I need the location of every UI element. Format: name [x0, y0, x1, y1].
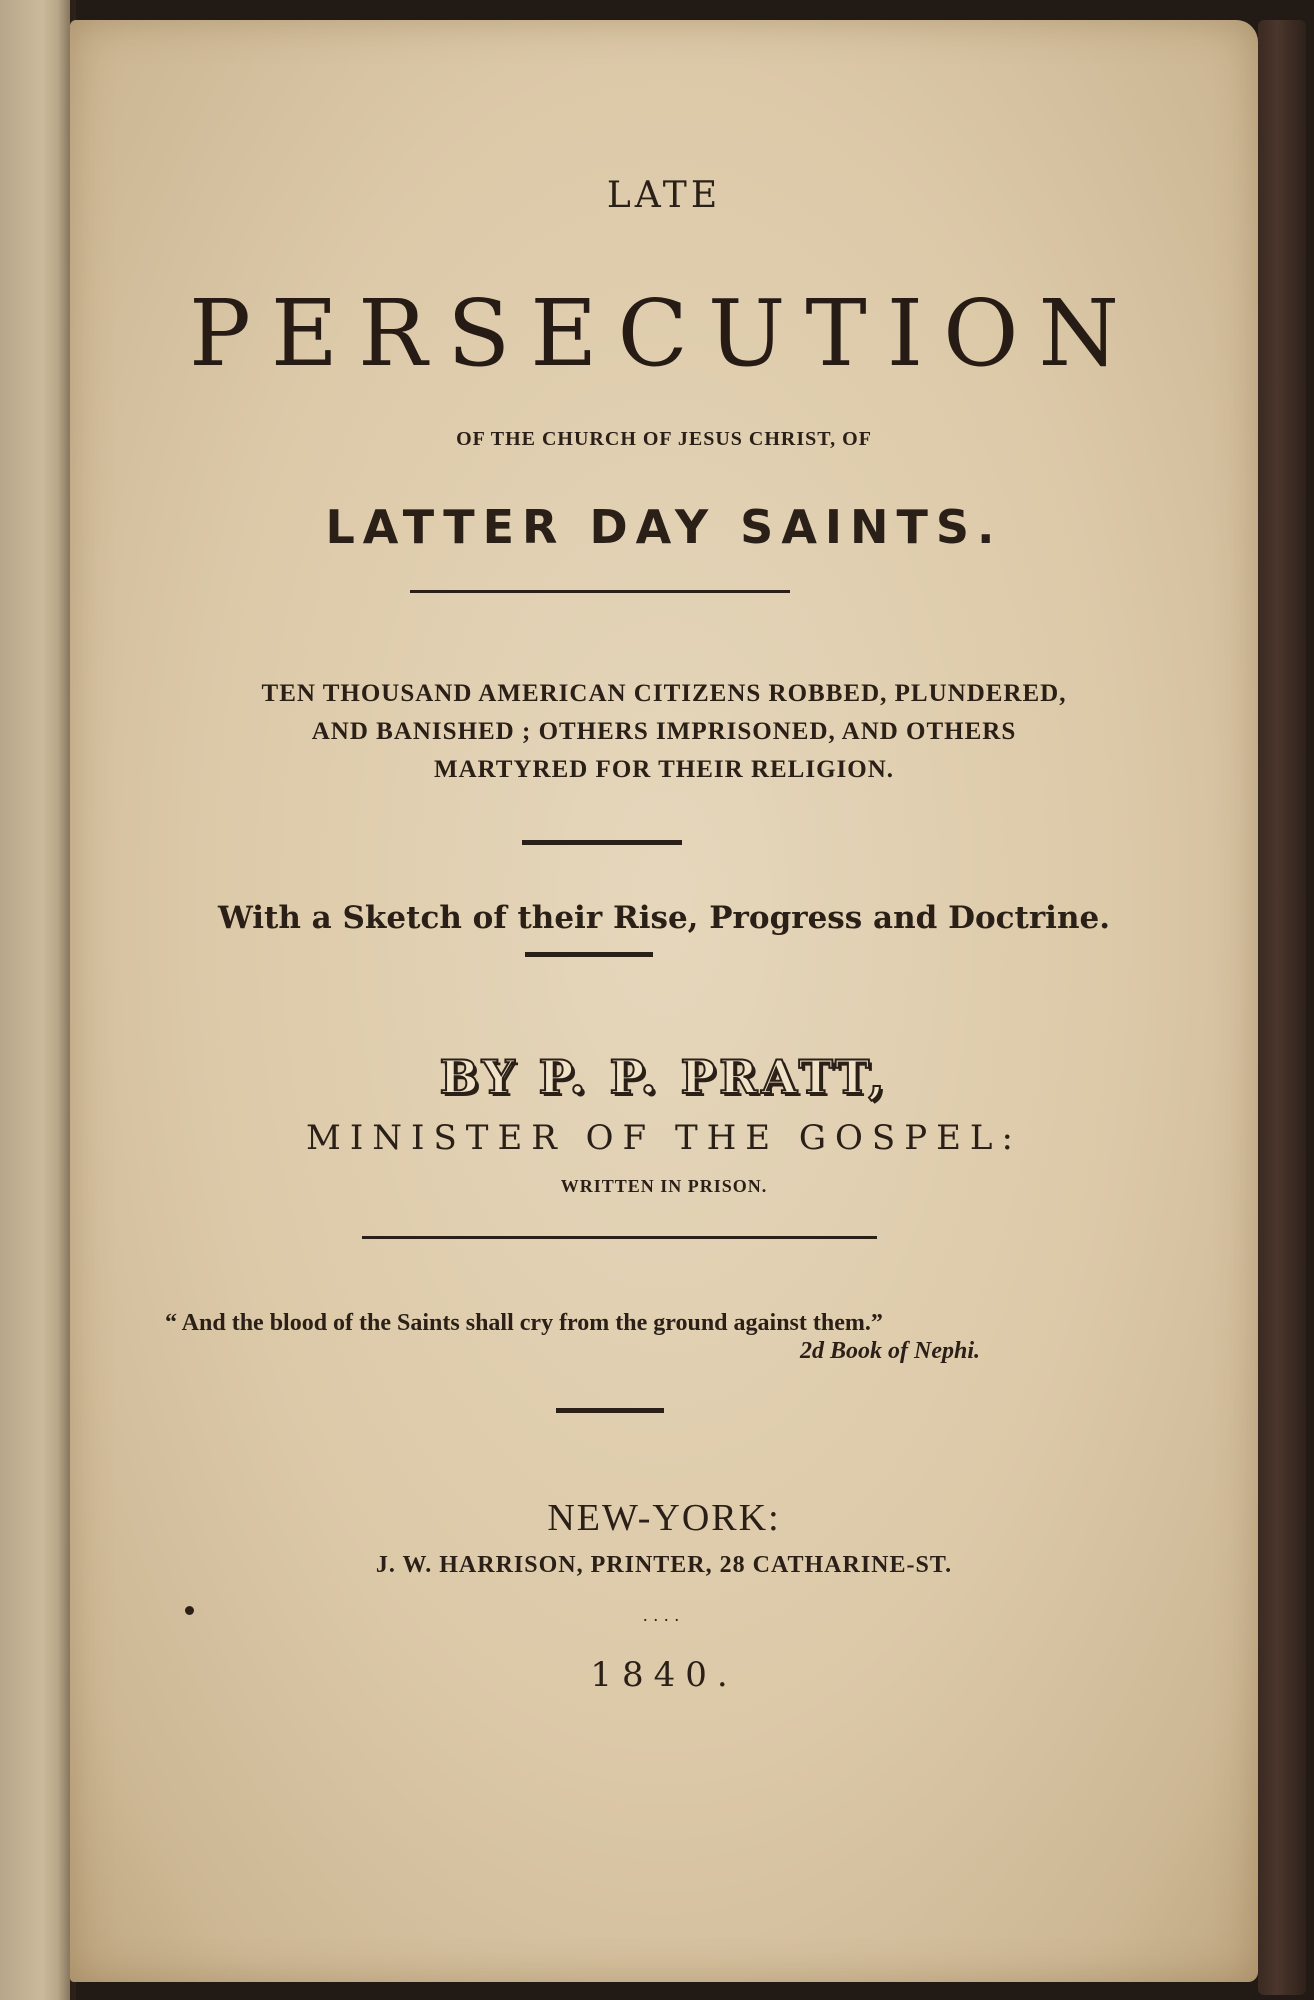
sketch-line: With a Sketch of their Rise, Progress and Doctrine. — [217, 900, 1111, 936]
epigraph-source: 2d Book of Nephi. — [800, 1338, 980, 1364]
epigraph-quote: “ And the blood of the Saints shall cry from the ground against them.” — [165, 1310, 883, 1336]
imprint-dots: .... — [643, 1605, 685, 1625]
book-cover-edge — [1258, 20, 1306, 1995]
written-in-prison: WRITTEN IN PRISON. — [560, 1176, 768, 1196]
imprint-printer: J. W. HARRISON, PRINTER, 28 CATHARINE-ST. — [375, 1552, 953, 1578]
subtitle-line-3: MARTYRED FOR THEIR RELIGION. — [433, 756, 895, 783]
imprint-year: 1840. — [590, 1655, 738, 1695]
title-page — [70, 20, 1258, 1982]
title-persecution: PERSECUTION — [188, 280, 1140, 387]
divider-rule-3 — [525, 952, 653, 957]
subtitle-line-1: TEN THOUSAND AMERICAN CITIZENS ROBBED, PLUNDERED, — [261, 680, 1067, 707]
title-late: LATE — [606, 175, 722, 216]
divider-rule-2 — [522, 840, 682, 845]
subtitle-line-2: AND BANISHED ; OTHERS IMPRISONED, AND OTHERS — [311, 718, 1017, 745]
title-church-line: OF THE CHURCH OF JESUS CHRIST, OF — [456, 428, 872, 450]
imprint-city: NEW-YORK: — [547, 1497, 781, 1539]
author-line: BY P. P. PRATT, — [439, 1050, 889, 1104]
title-latter-day-saints: LATTER DAY SAINTS. — [325, 500, 1003, 554]
ink-spot — [185, 1606, 194, 1615]
minister-line: MINISTER OF THE GOSPEL: — [306, 1118, 1022, 1158]
divider-rule-4 — [362, 1236, 877, 1239]
subtitle — [70, 675, 1258, 789]
divider-rule-5 — [556, 1408, 664, 1413]
divider-rule-1 — [410, 590, 790, 593]
